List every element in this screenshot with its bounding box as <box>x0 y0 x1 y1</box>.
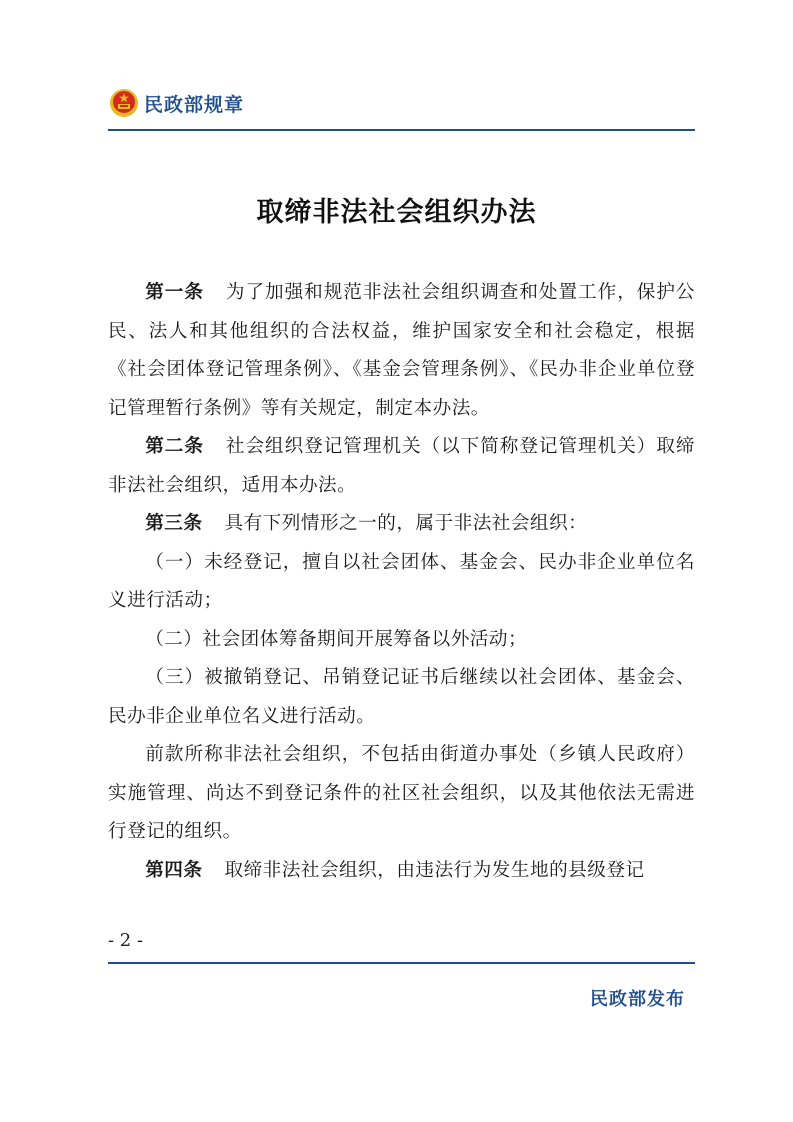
article-3-item-3: （三）被撤销登记、吊销登记证书后继续以社会团体、基金会、民办非企业单位名义进行活动。 <box>108 667 695 727</box>
national-emblem-icon <box>108 87 140 119</box>
article-3-item-1: （一）未经登记，擅自以社会团体、基金会、民办非企业单位名义进行活动； <box>108 551 695 611</box>
article-label: 第一条 <box>145 282 204 303</box>
header-title: 民政部规章 <box>144 93 245 116</box>
article-3 <box>108 505 695 544</box>
article-text: 取缔非法社会组织，由违法行为发生地的县级登记 <box>224 859 645 881</box>
article-text: 具有下列情形之一的，属于非法社会组织： <box>224 513 588 534</box>
article-1 <box>108 274 695 428</box>
document-title: 取缔非法社会组织办法 <box>256 197 537 228</box>
footer-publisher: 民政部发布 <box>590 989 685 1010</box>
header-divider <box>108 129 695 131</box>
article-label: 第四条 <box>145 859 203 881</box>
header <box>108 86 244 120</box>
article-2 <box>108 428 695 505</box>
article-text: 为了加强和规范非法社会组织调查和处置工作，保护公民、法人和其他组织的合法权益，维护国家安全和社会稳定，根据《社会团体登记管理条例》、《基金会管理条例》、《民办非企业单位登记管理暂行条例》等有关规定，制定本办法。 <box>108 282 695 419</box>
article-3-item-2: （二）社会团体筹备期间开展筹备以外活动； <box>145 628 528 650</box>
page-number: - 2 - <box>108 930 144 951</box>
article-4 <box>108 852 695 891</box>
article-label: 第三条 <box>145 513 203 534</box>
document-body <box>108 274 695 890</box>
article-3-note: 前款所称非法社会组织，不包括由街道办事处（乡镇人民政府）实施管理、尚达不到登记条件的社区社会组织，以及其他依法无需进行登记的组织。 <box>108 744 695 842</box>
footer-divider <box>108 962 695 964</box>
article-text: 社会组织登记管理机关（以下简称登记管理机关）取缔非法社会组织，适用本办法。 <box>108 436 695 496</box>
article-label: 第二条 <box>145 436 204 457</box>
